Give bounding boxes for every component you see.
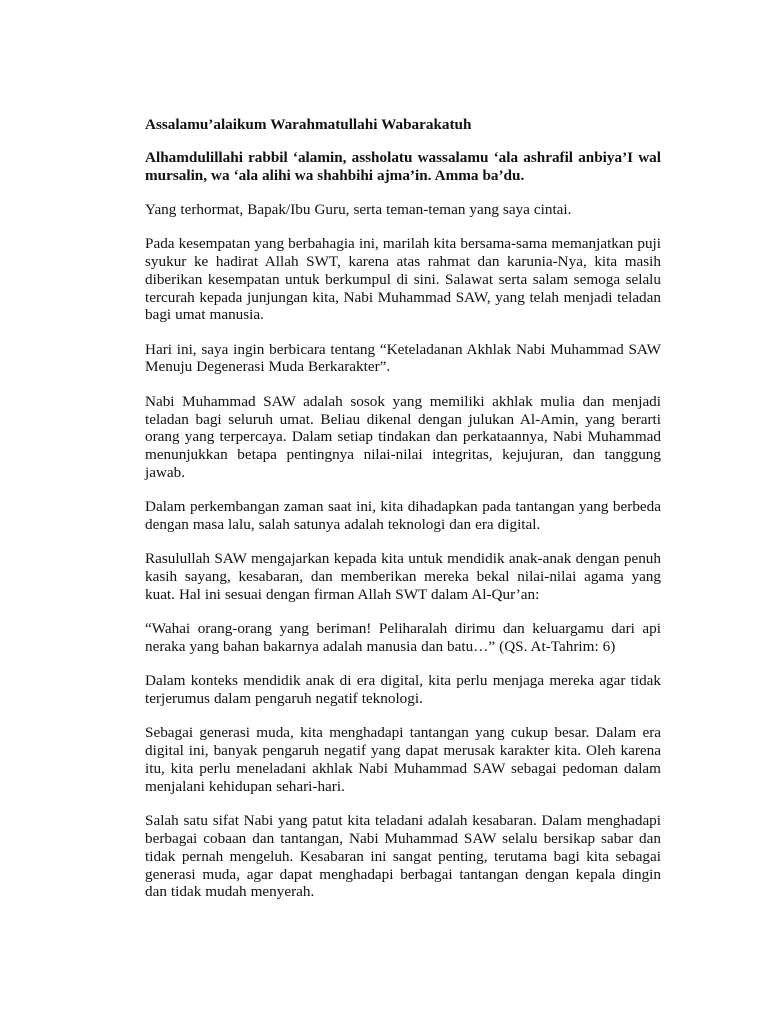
- paragraph-young-generation: Sebagai generasi muda, kita menghadapi tantangan yang cukup besar. Dalam era digital ini, banyak pengaruh negatif yang dapat merusak karakter kita. Oleh karena itu, kita perlu meneladani akhlak Nabi Muhammad SAW sebagai pedoman dalam menjalani kehidupan sehari-hari.: [145, 724, 661, 795]
- document-page: [145, 116, 661, 918]
- paragraph-quran-quote: “Wahai orang-orang yang beriman! Peliharalah dirimu dan keluargamu dari api neraka yang bahan bakarnya adalah manusia dan batu…” (QS. At-Tahrim: 6): [145, 620, 661, 656]
- paragraph-digital-era: Dalam perkembangan zaman saat ini, kita dihadapkan pada tantangan yang berbeda dengan masa lalu, salah satunya adalah teknologi dan era digital.: [145, 498, 661, 534]
- paragraph-salutation: Yang terhormat, Bapak/Ibu Guru, serta teman-teman yang saya cintai.: [145, 200, 572, 218]
- paragraph-patience: Salah satu sifat Nabi yang patut kita teladani adalah kesabaran. Dalam menghadapi berbagai cobaan dan tantangan, Nabi Muhammad SAW selalu bersikap sabar dan tidak pernah mengeluh. Kesabaran ini sangat penting, terutama bagi kita sebagai generasi muda, agar dapat menghadapi berbagai tantangan dengan kepala dingin dan tidak mudah menyerah.: [145, 812, 661, 901]
- greeting-heading: Assalamu’alaikum Warahmatullahi Wabarakatuh: [145, 116, 472, 133]
- paragraph-context: Dalam konteks mendidik anak di era digital, kita perlu menjaga mereka agar tidak terjerumus dalam pengaruh negatif teknologi.: [145, 672, 661, 708]
- paragraph-gratitude: Pada kesempatan yang berbahagia ini, marilah kita bersama-sama memanjatkan puji syukur ke hadirat Allah SWT, karena atas rahmat dan karunia-Nya, kita masih diberikan kesempatan untuk berkumpul di sini. Salawat serta salam semoga selalu tercurah kepada junjungan kita, Nabi Muhammad SAW, yang telah menjadi teladan bagi umat manusia.: [145, 235, 661, 324]
- paragraph-topic: Hari ini, saya ingin berbicara tentang “Keteladanan Akhlak Nabi Muhammad SAW Menuju Degenerasi Muda Berkarakter”.: [145, 340, 661, 376]
- paragraph-education: Rasulullah SAW mengajarkan kepada kita untuk mendidik anak-anak dengan penuh kasih sayang, kesabaran, dan memberikan mereka bekal nilai-nilai agama yang kuat. Hal ini sesuai dengan firman Allah SWT dalam Al-Qur’an:: [145, 550, 661, 603]
- opening-prayer: Alhamdulillahi rabbil ‘alamin, assholatu wassalamu ‘ala ashrafil anbiya’I wal mursalin, wa ‘ala alihi wa shahbihi ajma’in. Amma ba’du.: [145, 148, 661, 184]
- paragraph-prophet-character: Nabi Muhammad SAW adalah sosok yang memiliki akhlak mulia dan menjadi teladan bagi seluruh umat. Beliau dikenal dengan julukan Al-Amin, yang berarti orang yang terpercaya. Dalam setiap tindakan dan perkataannya, Nabi Muhammad menunjukkan betapa pentingnya nilai-nilai integritas, kejujuran, dan tanggung jawab.: [145, 392, 661, 481]
